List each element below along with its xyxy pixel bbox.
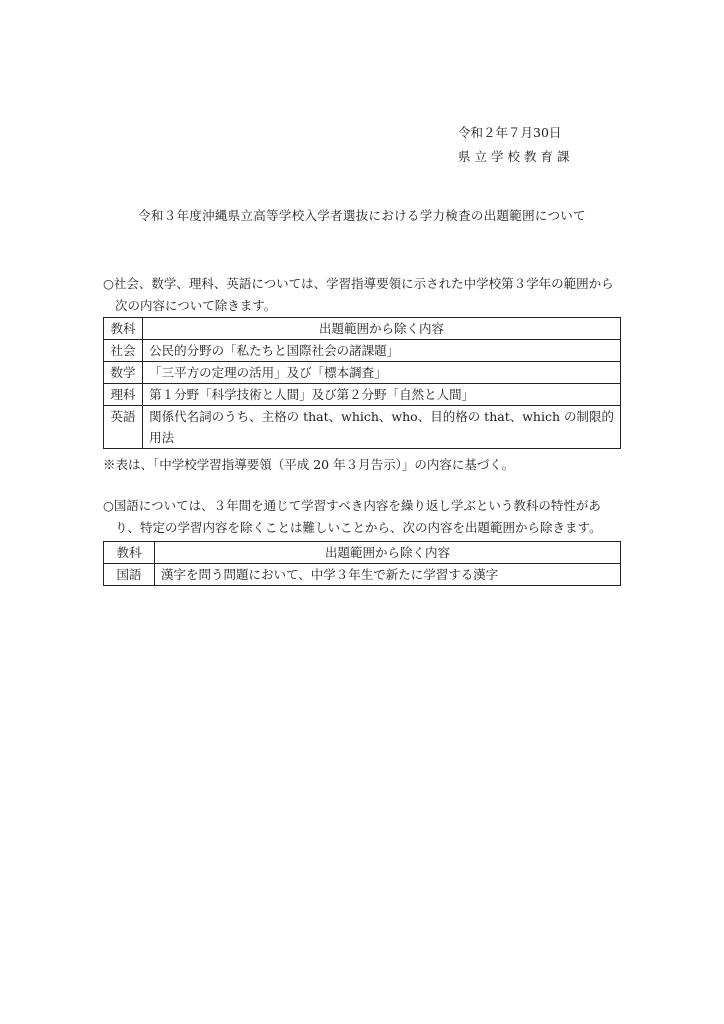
row-content-line1: 関係代名詞のうち、主格の that、which、who、目的格の that、which の制限的 <box>149 409 614 424</box>
header-subject: 教科 <box>104 318 143 340</box>
row-subject: 国語 <box>104 564 155 586</box>
table-note: ※表は、「中学校学習指導要領（平成 20 年３月告示）」の内容に基づく。 <box>103 457 515 472</box>
table-row <box>104 406 621 449</box>
header-block <box>458 121 638 169</box>
row-subject: 理科 <box>104 384 143 406</box>
table-row <box>104 340 621 362</box>
row-content: 第１分野「科学技術と人間」及び第２分野「自然と人間」 <box>143 384 621 406</box>
excluded-content-table <box>103 317 621 449</box>
header-subject: 教科 <box>104 542 155 564</box>
issuing-department: 県立学校教育課 <box>458 149 574 164</box>
row-content: 「三平方の定理の活用」及び「標本調査」 <box>143 362 621 384</box>
table-row <box>104 384 621 406</box>
japanese-excluded-table <box>103 541 621 586</box>
section1-intro <box>103 273 623 317</box>
row-content-line2: 用法 <box>149 430 175 445</box>
header-content: 出題範囲から除く内容 <box>155 542 621 564</box>
header-content: 出題範囲から除く内容 <box>143 318 621 340</box>
table-row <box>104 362 621 384</box>
table-row <box>104 564 621 586</box>
section2-line2: り、特定の学習内容を除くことは難しいことから、次の内容を出題範囲から除きます。 <box>115 520 602 535</box>
section1-line1: ○社会、数学、理科、英語については、学習指導要領に示された中学校第３学年の範囲から <box>103 276 614 291</box>
section2-line1: ○国語については、３年間を通じて学習すべき内容を繰り返し学ぶという教科の特性があ <box>103 498 601 513</box>
row-content <box>143 406 621 449</box>
table-header-row <box>104 318 621 340</box>
row-subject: 数学 <box>104 362 143 384</box>
table-header-row <box>104 542 621 564</box>
row-content: 公民的分野の「私たちと国際社会の諸課題」 <box>143 340 621 362</box>
row-subject: 社会 <box>104 340 143 362</box>
section2-intro <box>103 495 623 539</box>
row-subject: 英語 <box>104 406 143 449</box>
document-title: 令和３年度沖縄県立高等学校入学者選抜における学力検査の出題範囲について <box>138 208 586 223</box>
section1-line2: 次の内容について除きます。 <box>115 298 277 313</box>
issue-date: 令和２年７月30日 <box>458 125 562 140</box>
row-content: 漢字を問う問題において、中学３年生で新たに学習する漢字 <box>155 564 621 586</box>
